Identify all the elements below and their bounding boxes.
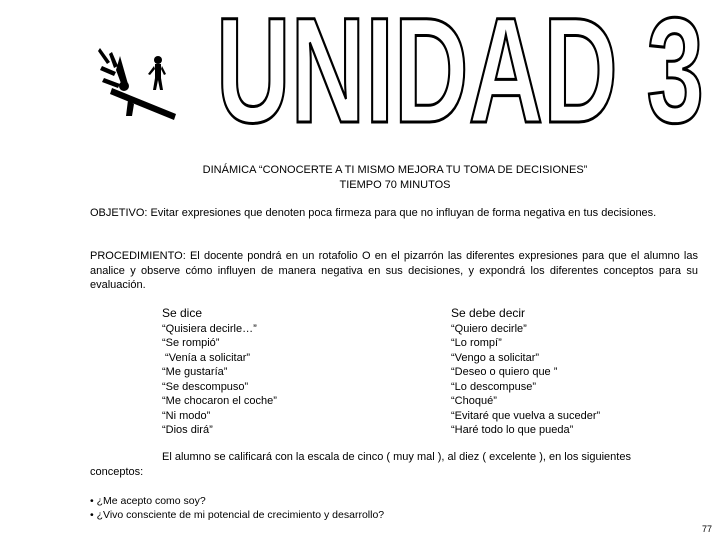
se-debe-decir-item: “Vengo a solicitar” bbox=[451, 351, 540, 364]
unit-title bbox=[210, 10, 710, 130]
tiempo-label: TIEMPO 70 MINUTOS bbox=[339, 179, 451, 191]
se-dice-header: Se dice bbox=[162, 306, 203, 320]
procedimiento-paragraph bbox=[90, 249, 698, 293]
svg-text:UNIDAD 3: UNIDAD 3 bbox=[216, 10, 704, 130]
se-debe-decir-item: “Lo rompí” bbox=[451, 337, 502, 349]
procedimiento-text: El docente pondrá en un rotafolio O en el pizarrón las diferentes expresiones para que el alumno las analice y observe cómo influyen de manera negativa en sus decisiones, y expondrá los diferentes conceptos para su evaluación. bbox=[90, 250, 698, 291]
objetivo-paragraph bbox=[90, 206, 698, 221]
se-dice-item: “Venía a solicitar” bbox=[162, 351, 251, 364]
se-dice-item: “Ni modo” bbox=[162, 409, 211, 422]
objetivo-label: OBJETIVO: bbox=[90, 207, 148, 219]
se-dice-item: “Quisiera decirle…” bbox=[162, 322, 257, 335]
se-debe-decir-item: “Choqué” bbox=[451, 395, 497, 407]
se-dice-item: “Dios dirá” bbox=[162, 424, 213, 436]
objetivo-text: Evitar expresiones que denoten poca firmeza para que no influyan de forma negativa en tus decisiones. bbox=[150, 207, 657, 219]
se-debe-decir-column bbox=[451, 306, 600, 438]
evaluacion-text: El alumno se calificará con la escala de cinco ( muy mal ), al diez ( excelente ), en los siguientes bbox=[162, 451, 631, 463]
se-dice-item: “Me gustaría” bbox=[162, 366, 228, 378]
se-dice-item: “Me chocaron el coche” bbox=[162, 395, 277, 407]
bullet-list bbox=[90, 494, 384, 522]
list-item: • ¿Me acepto como soy? bbox=[90, 495, 206, 507]
se-debe-decir-item: “Evitaré que vuelva a suceder” bbox=[451, 409, 601, 422]
list-item: • ¿Vivo consciente de mi potencial de crecimiento y desarrollo? bbox=[90, 509, 385, 521]
se-dice-column bbox=[162, 306, 277, 438]
se-debe-decir-item: “Quiero decirle” bbox=[451, 322, 527, 335]
procedimiento-label: PROCEDIMIENTO: bbox=[90, 250, 186, 262]
seesaw-clipart-icon bbox=[98, 44, 178, 120]
se-dice-item: “Se descompuso” bbox=[162, 380, 249, 393]
evaluacion-conceptos: conceptos: bbox=[90, 466, 144, 478]
se-debe-decir-item: “Lo descompuse” bbox=[451, 380, 536, 393]
se-debe-decir-item: “Deseo o quiero que ” bbox=[451, 366, 558, 378]
se-debe-decir-header: Se debe decir bbox=[451, 306, 526, 320]
se-debe-decir-item: “Haré todo lo que pueda” bbox=[451, 424, 574, 436]
se-dice-item: “Se rompió” bbox=[162, 337, 220, 349]
dinamica-title: DINÁMICA “CONOCERTE A TI MISMO MEJORA TU TOMA DE DECISIONES” bbox=[202, 164, 588, 176]
page-number: 77 bbox=[701, 524, 712, 534]
